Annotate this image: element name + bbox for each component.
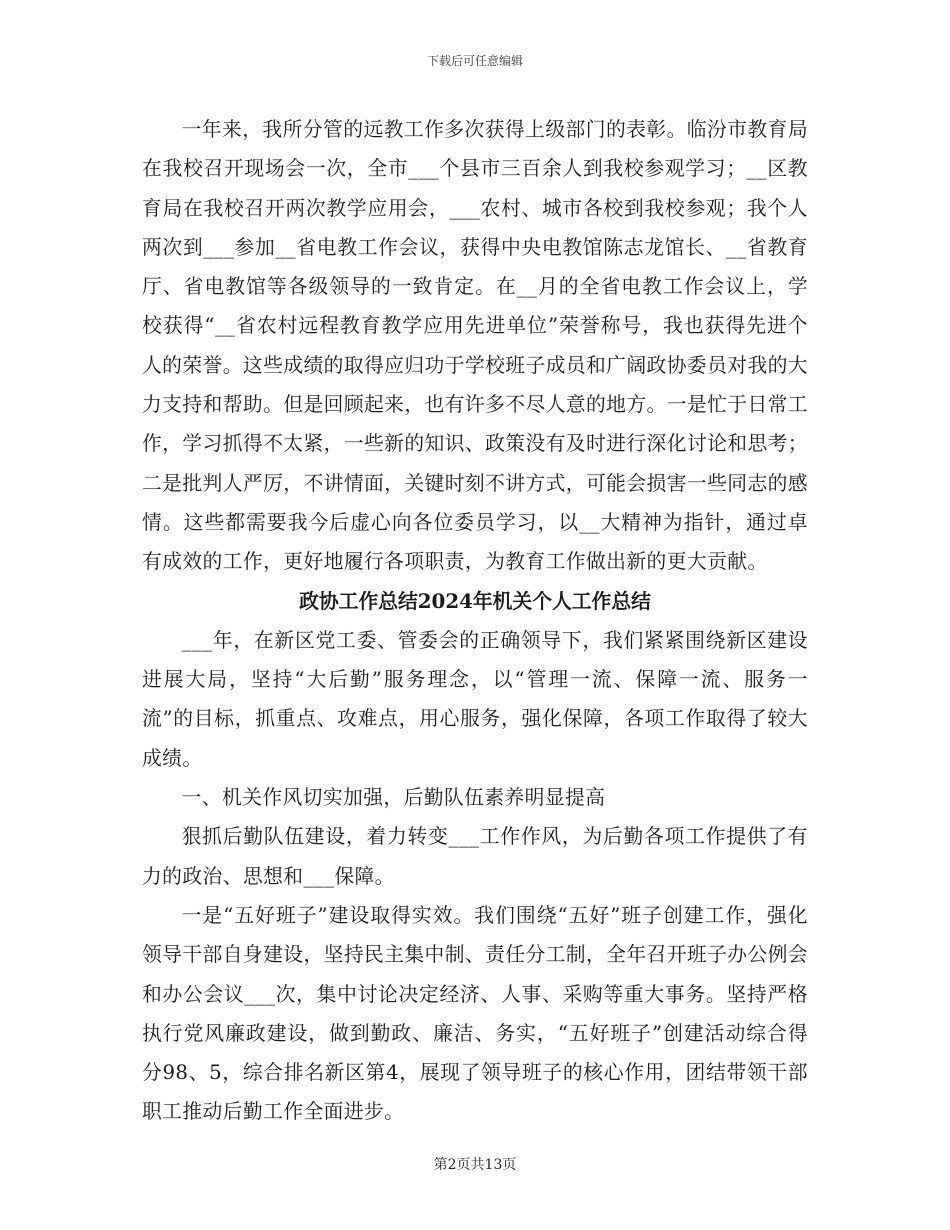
body-paragraph: 狠抓后勤队伍建设，着力转变___工作作风，为后勤各项工作提供了有力的政治、思想和___保障。 xyxy=(142,825,808,888)
section-title: 政协工作总结2024年机关个人工作总结 xyxy=(299,588,651,613)
document-body xyxy=(142,110,808,1132)
section-heading: 一、机关作风切实加强，后勤队伍素养明显提高 xyxy=(181,786,606,810)
page-footer: 第2页共13页 xyxy=(433,1157,517,1173)
body-paragraph: 一年来，我所分管的远教工作多次获得上级部门的表彰。临汾市教育局在我校召开现场会一次，全市___个县市三百余人到我校参观学习；__区教育局在我校召开两次教学应用会，___农村、城市各校到我校参观；我个人两次到___参加__省电教工作会议，获得中央电教馆陈志龙馆长、__省教育厅、省电教馆等各级领导的一致肯定。在__月的全省电教工作会议上，学校获得“__省农村远程教育教学应用先进单位”荣誉称号，我也获得先进个人的荣誉。这些成绩的取得应归功于学校班子成员和广阔政协委员对我的大力支持和帮助。但是回顾起来，也有许多不尽人意的地方。一是忙于日常工作，学习抓得不太紧，一些新的知识、政策没有及时进行深化讨论和思考；二是批判人严厉，不讲情面，关键时刻不讲方式，可能会损害一些同志的感情。这些都需要我今后虚心向各位委员学习，以__大精神为指针，通过卓有成效的工作，更好地履行各项职责，为教育工作做出新的更大贡献。 xyxy=(142,118,808,574)
body-paragraph: ___年，在新区党工委、管委会的正确领导下，我们紧紧围绕新区建设进展大局，坚持“大后勤”服务理念，以“管理一流、保障一流、服务一流”的目标，抓重点、攻难点，用心服务，强化保障，各项工作取得了较大成绩。 xyxy=(142,628,808,770)
body-paragraph: 一是“五好班子”建设取得实效。我们围绕“五好”班子创建工作，强化领导干部自身建设，坚持民主集中制、责任分工制，全年召开班子办公例会和办公会议___次，集中讨论决定经济、人事、采购等重大事务。坚持严格执行党风廉政建设，做到勤政、廉洁、务实，“五好班子”创建活动综合得分98、5，综合排名新区第4，展现了领导班子的核心作用，团结带领干部职工推动后勤工作全面进步。 xyxy=(142,903,808,1124)
page-header: 下载后可任意编辑 xyxy=(426,54,523,68)
